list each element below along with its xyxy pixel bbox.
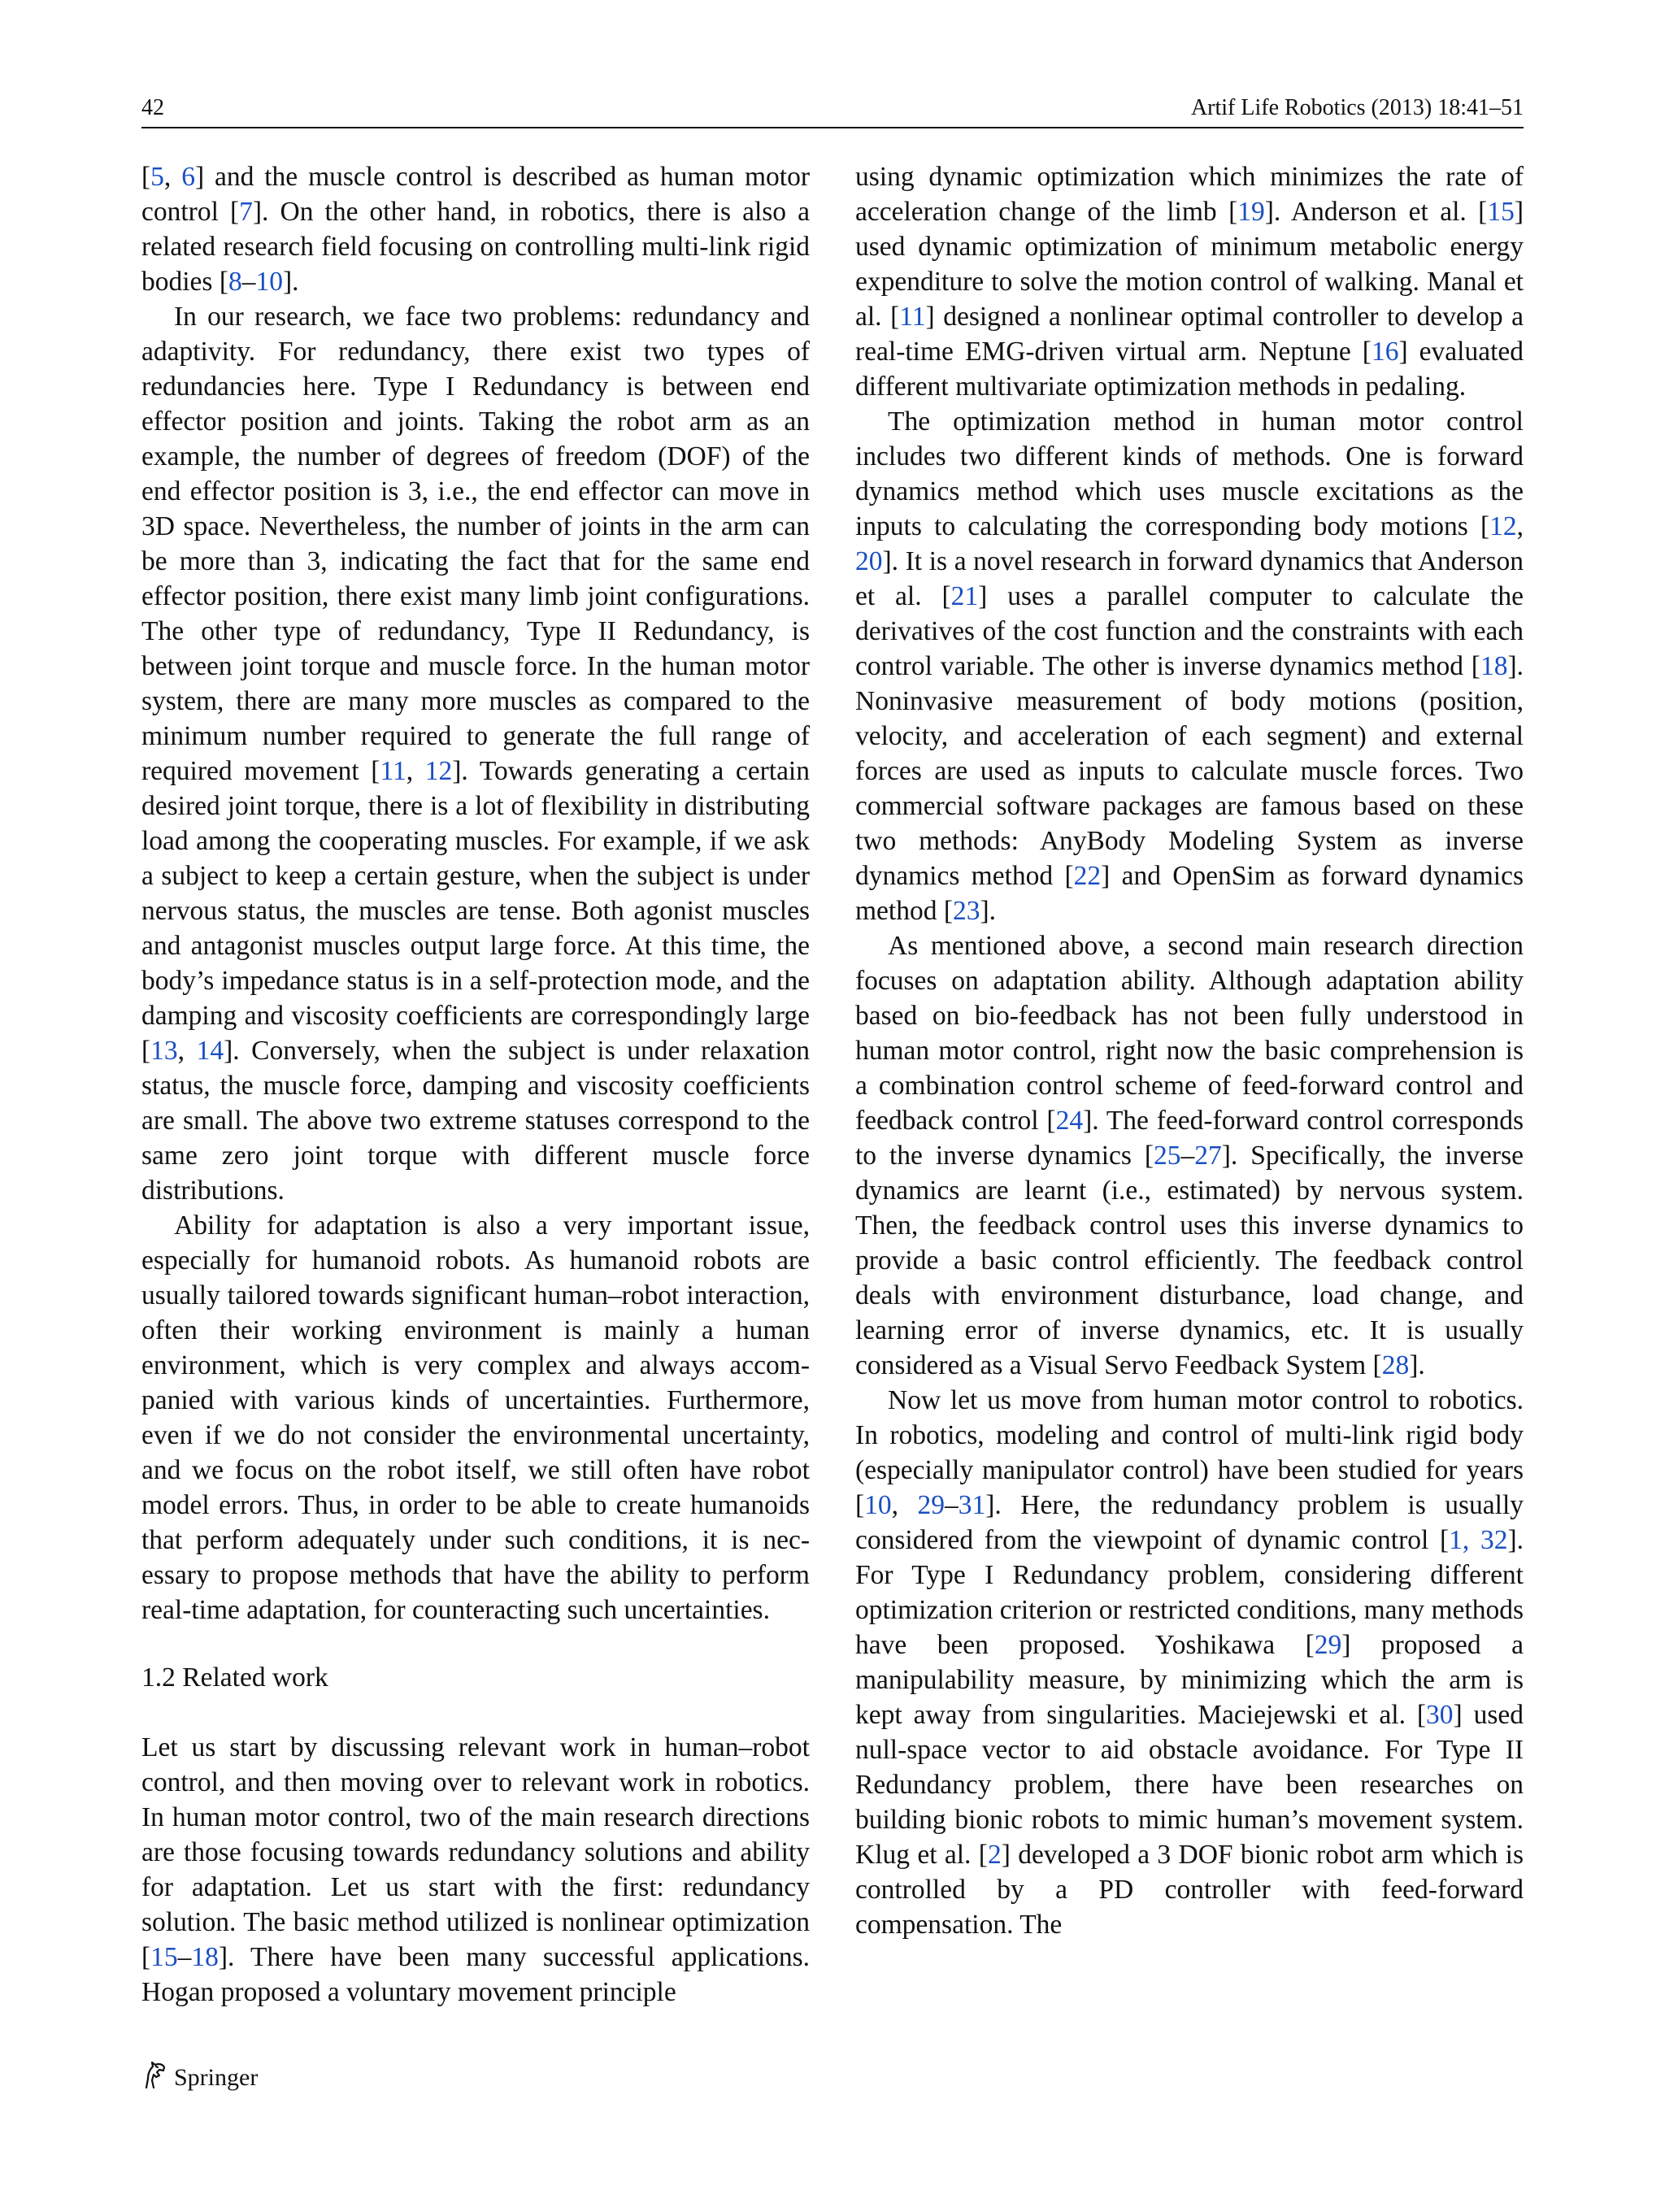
citation-link[interactable]: 12 <box>424 756 453 786</box>
citation-link[interactable]: 29 <box>1314 1630 1342 1660</box>
citation-link[interactable]: 6 <box>181 162 195 192</box>
paragraph: In our research, we face two problems: redundancy and adaptivity. For redundancy, there exist two types of redundancies here. Type I Redundancy is between end effector position and joints. Taking the robot arm as an example, the number of degrees of freedom (DOF) of the end effector position is 3, i.e., the end effector can move in 3D space. Nevertheless, the number of joints in the arm can be more than 3, indicating the fact that for the same end effector position, there exist many limb joint configurations. The other type of redundancy, Type II Redundancy, is between joint torque and muscle force. In the human motor system, there are many more muscles as compared to the minimum number required to generate the full range of required movement [11, 12]. Towards generating a certain desired joint torque, there is a lot of flexibility in distributing load among the cooperating muscles. For example, if we ask a subject to keep a certain gesture, when the subject is under nervous status, the muscles are tense. Both agonist muscles and antagonist muscles output large force. At this time, the body’s impedance status is in a self-protection mode, and the damping and viscosity coefficients are correspondingly large [13, 14]. Conversely, when the subject is under relaxation status, the muscle force, damping and viscosity coefficients are small. The above two extreme statuses correspond to the same zero joint torque with different muscle force distributions. <box>141 302 810 1206</box>
paragraph: Ability for adaptation is also a very important issue, especially for humanoid robots. As humanoid robots are usually tailored towards significant human–robot interaction, often their working environment is mainly a human environment, which is very complex and always accompanied with various kinds of uncertainties. Furthermore, even if we do not consider the environmental uncertainty, and we focus on the robot itself, we still often have robot model errors. Thus, in order to be able to create humanoids that perform adequately under such conditions, it is necessary to propose methods that have the ability to perform real-time adaptation, for counteracting such uncertainties. <box>141 1210 810 1625</box>
citation-link[interactable]: 20 <box>855 546 883 576</box>
paragraph: using dynamic optimization which minimizes the rate of acceleration change of the limb [19]. Anderson et al. [15] used dynamic optimization of minimum metabolic energy expenditure to solve the motion control of walking. Manal et al. [11] designed a nonlinear optimal controller to develop a real-time EMG-driven virtual arm. Neptune [16] evaluated different multivariate optimization methods in pedaling. <box>855 162 1524 402</box>
citation-link[interactable]: 10 <box>864 1490 892 1520</box>
citation-link[interactable]: 5 <box>150 162 164 192</box>
citation-link[interactable]: 15 <box>150 1942 178 1972</box>
citation-link[interactable]: 29 <box>917 1490 945 1520</box>
paragraph: The optimization method in human motor control includes two different kinds of methods. One is forward dynamics method which uses muscle excitations as the inputs to calculating the corresponding body motions [12, 20]. It is a novel research in forward dynamics that Anderson et al. [21] uses a parallel computer to calculate the derivatives of the cost function and the constraints with each control variable. The other is inverse dynamics method [18]. Noninvasive measurement of body motions (position, velocity, and acceleration of each segment) and external forces are used as inputs to calculate muscle forces. Two commercial software packages are famous based on these two methods: AnyBody Modeling System as inverse dynamics method [22] and OpenSim as forward dynamics method [23]. <box>855 406 1524 926</box>
right-column <box>855 159 1524 1942</box>
citation-link[interactable]: 1, 32 <box>1449 1525 1508 1555</box>
citation-link[interactable]: 14 <box>196 1036 224 1066</box>
citation-link[interactable]: 25 <box>1154 1141 1181 1171</box>
citation-link[interactable]: 28 <box>1381 1350 1410 1380</box>
journal-citation: Artif Life Robotics (2013) 18:41–51 <box>1190 95 1524 120</box>
citation-link[interactable]: 18 <box>191 1942 219 1972</box>
section-heading: 1.2 Related work <box>141 1662 328 1693</box>
citation-link[interactable]: 16 <box>1371 337 1399 367</box>
page-number: 42 <box>141 95 164 120</box>
citation-link[interactable]: 30 <box>1426 1700 1454 1730</box>
citation-link[interactable]: 8 <box>228 267 242 297</box>
citation-link[interactable]: 18 <box>1480 651 1508 681</box>
citation-link[interactable]: 27 <box>1194 1141 1222 1171</box>
citation-link[interactable]: 7 <box>239 197 253 227</box>
citation-link[interactable]: 31 <box>958 1490 986 1520</box>
paragraph: [5, 6] and the muscle control is described as human motor control [7]. On the other hand, in robotics, there is also a related research field focusing on controlling multi-link rigid bodies [8–10]. <box>141 162 811 297</box>
citation-link[interactable]: 11 <box>899 302 926 332</box>
citation-link[interactable]: 11 <box>380 756 406 786</box>
citation-link[interactable]: 24 <box>1055 1106 1084 1136</box>
citation-link[interactable]: 10 <box>255 267 283 297</box>
left-column <box>141 159 810 2010</box>
header-rule <box>141 127 1524 128</box>
paragraph: As mentioned above, a second main research direction focuses on adaptation ability. Although adaptation ability based on bio-feedback has not been fully understood in human motor control, right now the basic comprehension is a combination control scheme of feed-forward control and feedback control [24]. The feed-forward control corresponds to the inverse dynamics [25–27]. Specifically, the inverse dynamics are learnt (i.e., estimated) by nervous system. Then, the feedback control uses this inverse dynamics to provide a basic control efficiently. The feedback control deals with environment disturbance, load change, and learning error of inverse dynamics, etc. It is usually considered as a Visual Servo Feedback System [28]. <box>855 931 1524 1380</box>
paragraph: Now let us move from human motor control to robotics. In robotics, modeling and control of multi-link rigid body (especially manipulator control) have been studied for years [10, 29–31]. Here, the redundancy problem is usually considered from the viewpoint of dynamic control [1, 32]. For Type I Redundancy problem, considering different optimization criterion or restricted conditions, many methods have been proposed. Yoshikawa [29] proposed a manipulability measure, by minimizing which the arm is kept away from singularities. Maciejewski et al. [30] used null-space vector to aid obstacle avoidance. For Type II Redundancy problem, there have been researches on building bionic robots to mimic human’s movement system. Klug et al. [2] developed a 3 DOF bionic robot arm which is controlled by a PD controller with feed-forward compensation. The <box>855 1385 1524 1940</box>
citation-link[interactable]: 15 <box>1487 197 1515 227</box>
citation-link[interactable]: 2 <box>987 1840 1002 1870</box>
publisher-footer <box>141 2060 258 2096</box>
springer-horse-icon <box>141 2059 169 2097</box>
citation-link[interactable]: 22 <box>1073 861 1102 891</box>
citation-link[interactable]: 21 <box>950 581 979 611</box>
citation-link[interactable]: 13 <box>150 1036 178 1066</box>
publisher-name: Springer <box>174 2064 259 2091</box>
citation-link[interactable]: 19 <box>1237 197 1265 227</box>
citation-link[interactable]: 12 <box>1489 511 1517 541</box>
citation-link[interactable]: 23 <box>953 896 980 926</box>
paragraph: Let us start by discussing relevant work in human–robot control, and then moving over to relevant work in robotics. In human motor control, two of the main research directions are those focusing towards redundancy solutions and ability for adaptation. Let us start with the first: redundancy solution. The basic method utilized is nonlinear optimization [15–18]. There have been many successful applications. Hogan proposed a voluntary movement principle <box>141 1732 810 2007</box>
running-header <box>141 89 1524 127</box>
